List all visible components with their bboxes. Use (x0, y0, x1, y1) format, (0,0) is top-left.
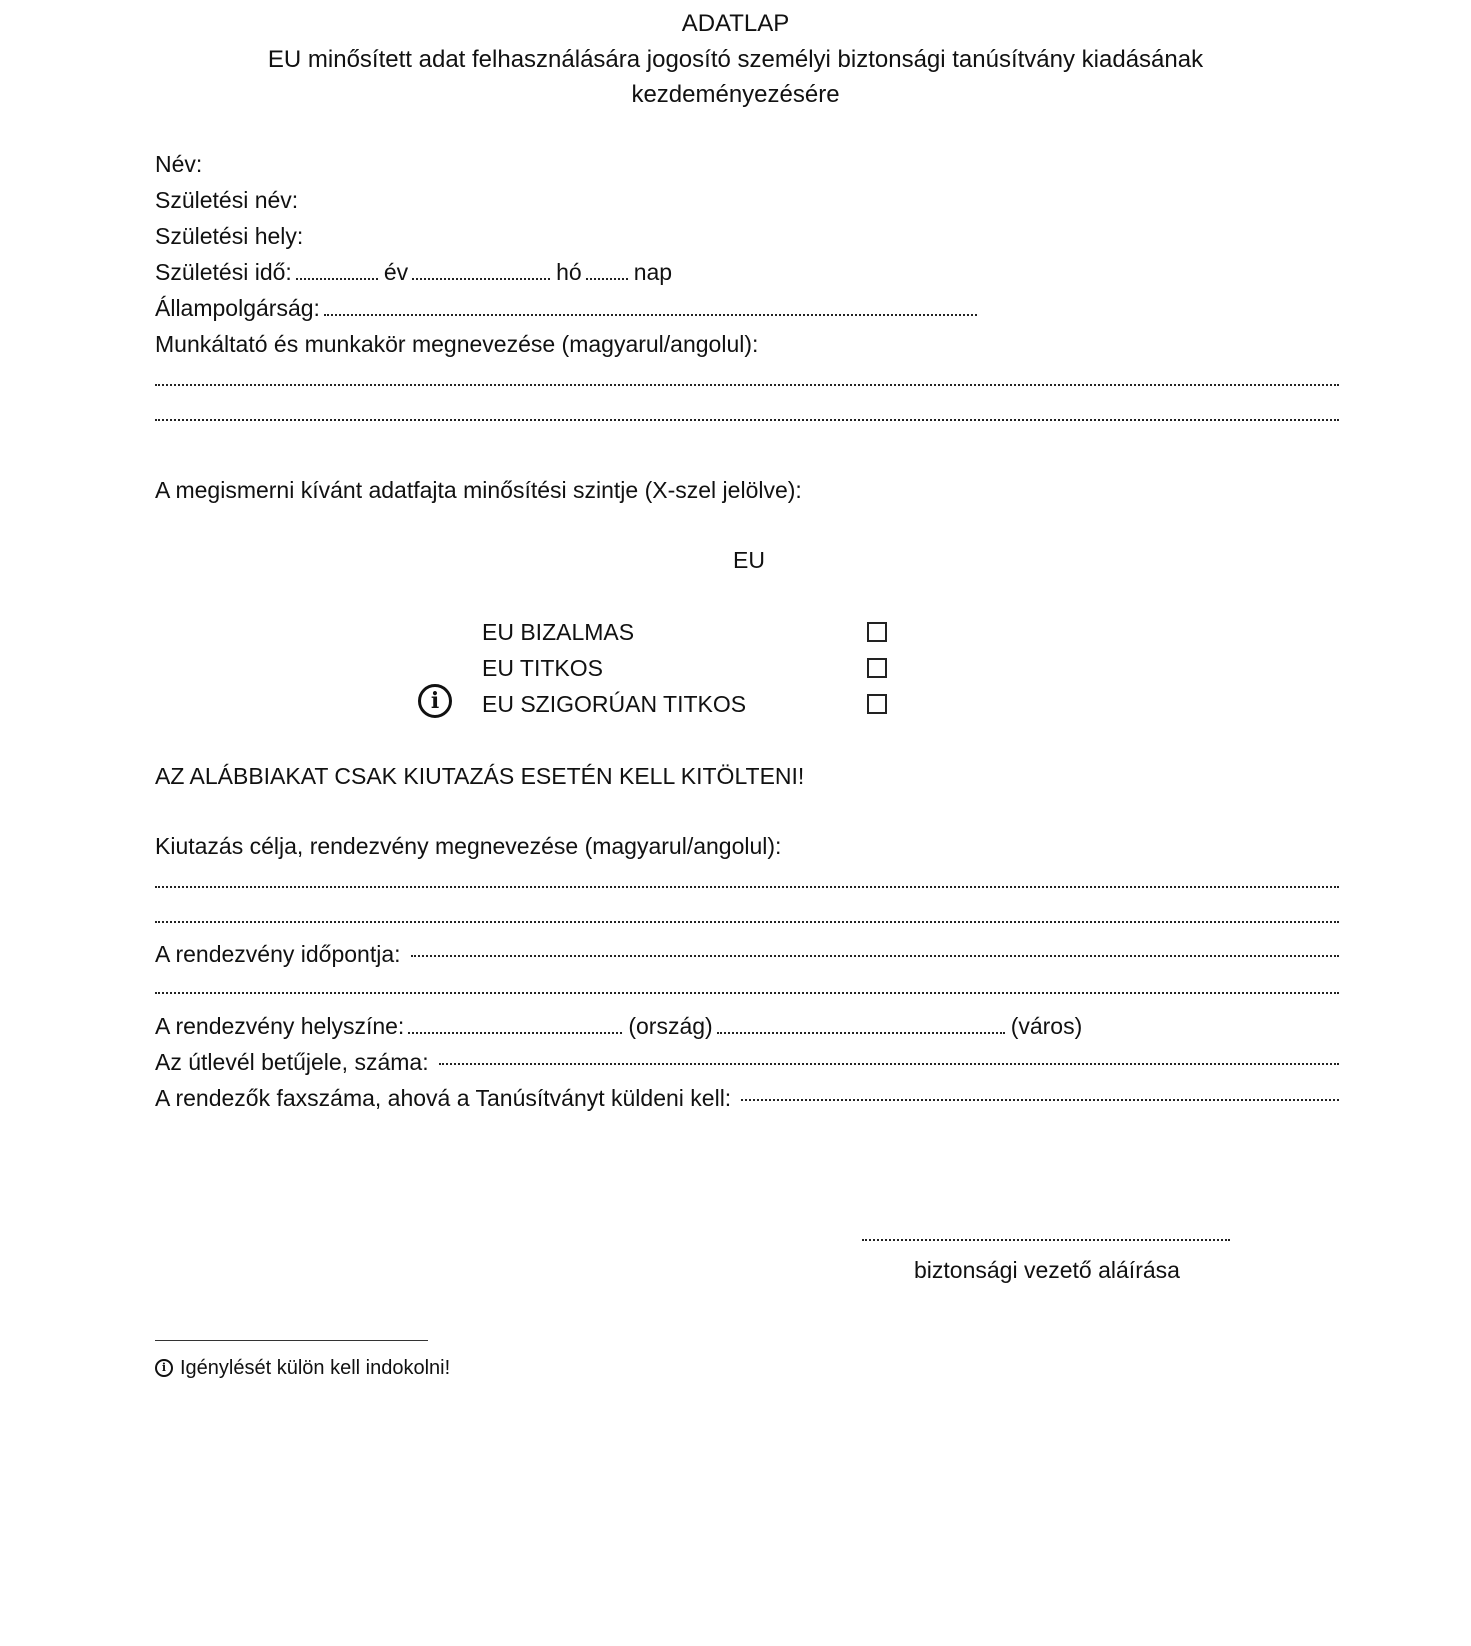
citizenship-field[interactable] (324, 314, 977, 316)
passport-row (155, 1048, 1339, 1076)
option-label-eu-szigoruan-titkos: EU SZIGORÚAN TITKOS (482, 691, 747, 717)
checkbox-eu-bizalmas[interactable] (867, 622, 887, 642)
name-label: Név: (155, 151, 203, 177)
city-label: (város) (1010, 1013, 1083, 1039)
birth-day-field[interactable] (586, 278, 628, 280)
fax-label: A rendezők faxszáma, ahová a Tanúsítványt küldeni kell: (155, 1085, 732, 1111)
year-label: év (383, 259, 409, 285)
birth-name-label: Születési név: (155, 187, 299, 213)
employer-field-line1[interactable] (155, 384, 1339, 386)
signature-field[interactable] (862, 1239, 1230, 1241)
event-date-row (155, 940, 1339, 968)
month-label: hó (556, 259, 582, 285)
info-icon: i (418, 684, 452, 718)
employer-field-line2[interactable] (155, 419, 1339, 421)
checkbox-eu-titkos[interactable] (867, 658, 887, 678)
footnote-text: Igénylését külön kell indokolni! (180, 1357, 451, 1379)
option-label-eu-bizalmas: EU BIZALMAS (482, 619, 635, 645)
birth-date-label: Születési idő: (155, 259, 292, 285)
travel-notice: AZ ALÁBBIAKAT CSAK KIUTAZÁS ESETÉN KELL KITÖLTENI! (155, 763, 805, 789)
event-date-field[interactable] (411, 955, 1339, 957)
classification-heading: EU (733, 547, 765, 573)
fax-field[interactable] (741, 1099, 1339, 1101)
citizenship-label: Állampolgárság: (155, 295, 320, 321)
travel-purpose-field-line2[interactable] (155, 921, 1339, 923)
travel-purpose-label: Kiutazás célja, rendezvény megnevezése (magyarul/angolul): (155, 833, 782, 859)
page-subtitle-line1: EU minősített adat felhasználására jogosító személyi biztonsági tanúsítvány kiadásának (267, 46, 1204, 73)
signature-label: biztonsági vezető aláírása (914, 1257, 1180, 1283)
passport-label: Az útlevél betűjele, száma: (155, 1049, 429, 1075)
birth-place-label: Születési hely: (155, 223, 304, 249)
event-date-label: A rendezvény időpontja: (155, 941, 401, 967)
venue-country-field[interactable] (408, 1032, 622, 1034)
page-title: ADATLAP (681, 10, 790, 37)
birth-year-field[interactable] (296, 278, 378, 280)
footnote-info-icon: i (155, 1359, 173, 1377)
checkbox-eu-szigoruan-titkos[interactable] (867, 694, 887, 714)
passport-field[interactable] (439, 1063, 1339, 1065)
classification-prompt: A megismerni kívánt adatfajta minősítési szintje (X-szel jelölve): (155, 477, 802, 503)
birth-month-field[interactable] (412, 278, 550, 280)
citizenship-row (155, 294, 983, 322)
page-subtitle-line2: kezdeményezésére (631, 81, 840, 108)
birth-date-row (155, 258, 672, 286)
option-label-eu-titkos: EU TITKOS (482, 655, 603, 681)
fax-row (155, 1084, 1339, 1112)
venue-label: A rendezvény helyszíne: (155, 1013, 405, 1039)
country-label: (ország) (628, 1013, 713, 1039)
venue-row (155, 1012, 1082, 1040)
travel-purpose-field-line1[interactable] (155, 886, 1339, 888)
day-label: nap (633, 259, 673, 285)
event-date-field-line2[interactable] (155, 992, 1339, 994)
footnote-divider (155, 1340, 428, 1341)
employer-label: Munkáltató és munkakör megnevezése (magyarul/angolul): (155, 331, 759, 357)
venue-city-field[interactable] (717, 1032, 1005, 1034)
